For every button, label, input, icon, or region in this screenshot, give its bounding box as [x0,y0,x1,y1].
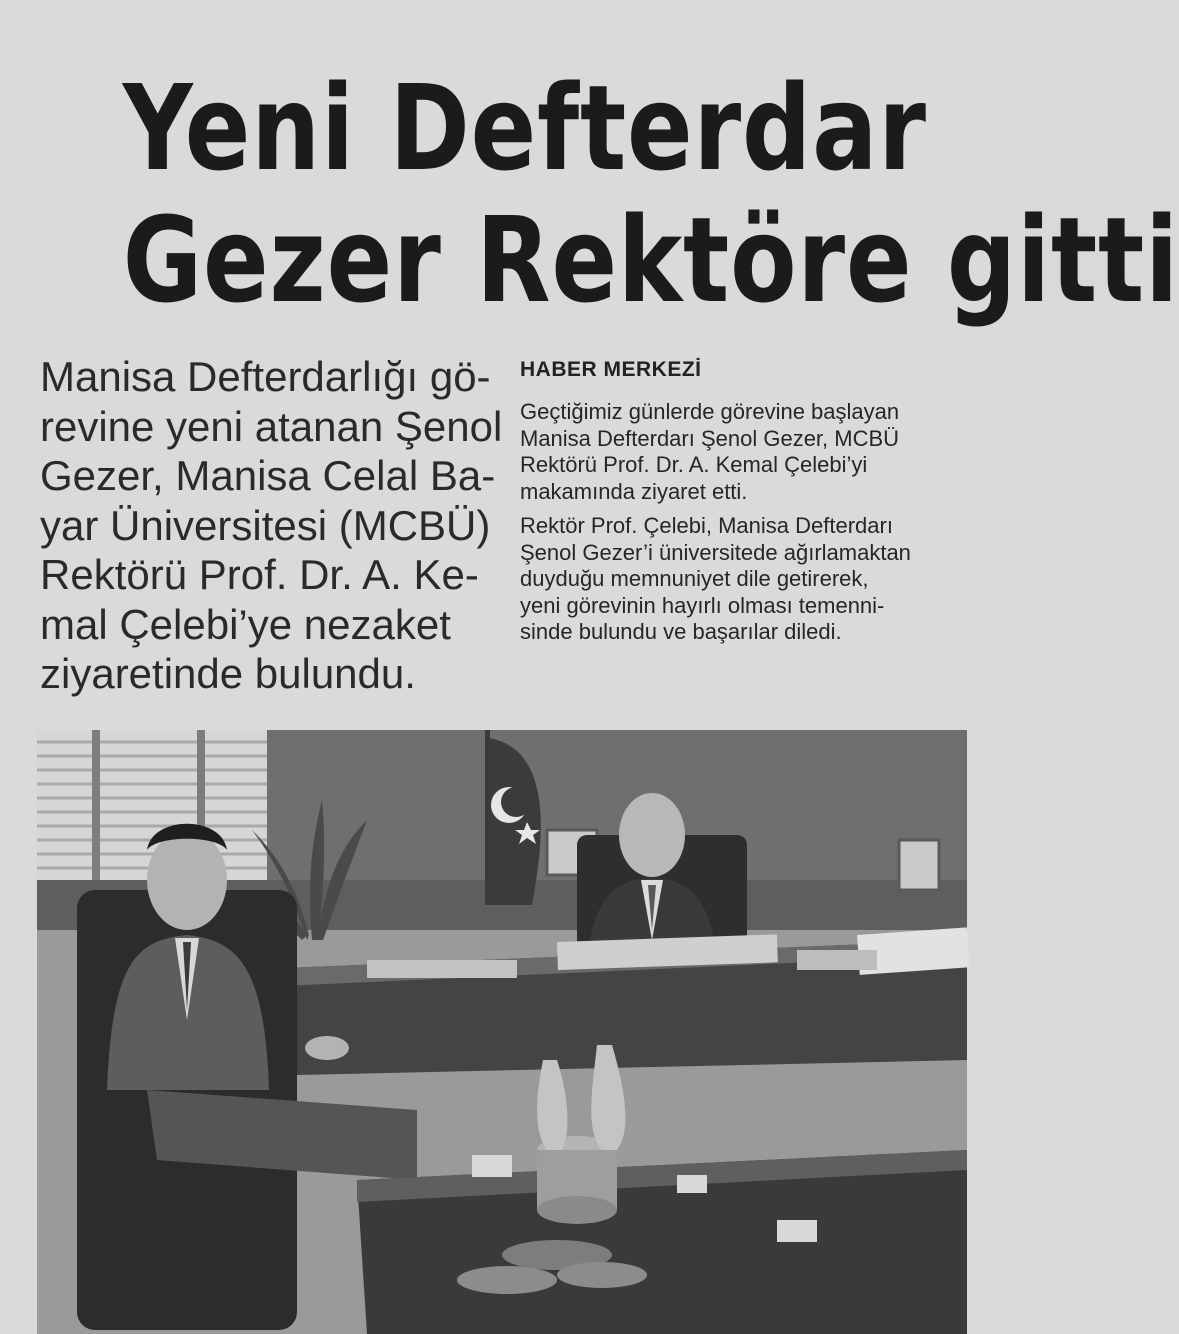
lead-line: Manisa Defterdarlığı gö- [40,353,491,400]
photo-illustration [37,730,967,1334]
lead-line: yar Üniversitesi (MCBÜ) [40,501,491,549]
body-line: duyduğu memnuniyet dile getirerek, [520,566,869,591]
office-meeting-photo [37,730,967,1334]
body-line: Geçtiğimiz günlerde görevine başlayan [520,399,900,424]
body-line: Manisa Defterdarı Şenol Gezer, MCBÜ [520,425,900,451]
paragraph-gap [520,505,980,513]
headline-line-2: Gezer Rektöre gitti [122,191,1179,329]
body-line: Rektörü Prof. Dr. A. Kemal Çelebi’yi [520,452,868,477]
body-line: Şenol Gezer’i üniversitede ağırlamaktan [520,539,911,565]
headline-line-1: Yeni Defterdar [122,59,927,197]
body-line: makamında ziyaret etti. [520,478,748,504]
lead-line: ziyaretinde bulundu. [40,650,416,697]
body-line: sinde bulundu ve başarılar diledi. [520,619,842,644]
body-line: yeni görevinin hayırlı olması temenni- [520,592,885,618]
headline [40,59,1179,329]
body-line: Rektör Prof. Çelebi, Manisa Defterdarı [520,513,893,538]
lead-line: Rektörü Prof. Dr. A. Ke- [40,551,479,598]
article-body [520,399,980,646]
lead-line: mal Çelebi’ye nezaket [40,600,451,648]
byline: HABER MERKEZİ [520,358,702,381]
lead-line: revine yeni atanan Şenol [40,402,503,450]
lead-line: Gezer, Manisa Celal Ba- [40,452,496,499]
lead-paragraph [40,352,503,699]
